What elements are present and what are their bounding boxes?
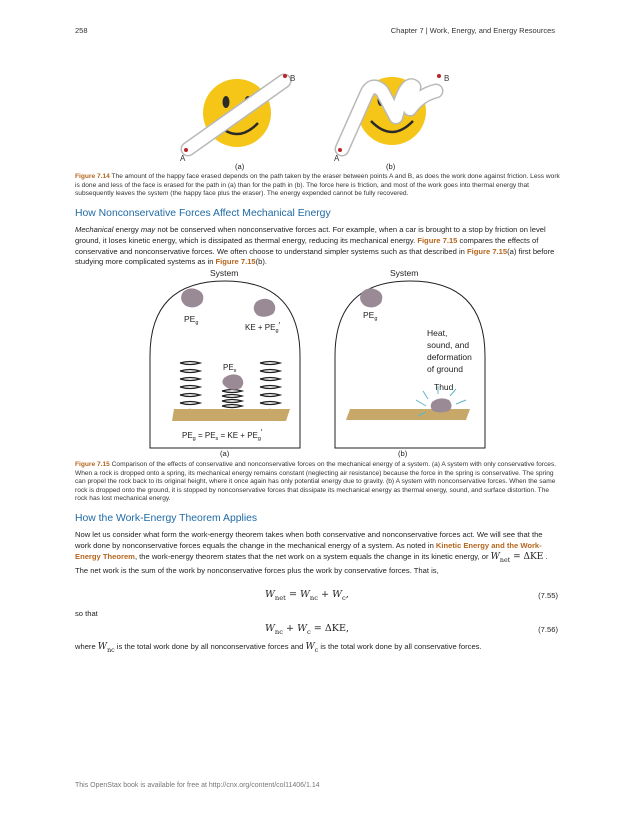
point-b-dot: [437, 74, 441, 78]
para-text: not be conserved when nonconservative forces act. For example, when a car is brought to a stop by friction on level ground, it loses kinetic energy, which is dissipated as thermal energy, reducing its mechanical energy.: [75, 225, 546, 245]
system-a: [150, 268, 300, 448]
figure-7-15-caption: [75, 461, 560, 504]
para-text: . The net work is the sum of the work by nonconservative forces plus the work by conservative forces. That is,: [75, 551, 548, 576]
happy-face-b: [334, 74, 449, 163]
figure-7-15-illustration: [140, 266, 490, 458]
figure-7-14-label-b: (b): [386, 162, 396, 171]
heat-label: Heat,: [427, 328, 448, 338]
figure-7-14-caption-label: Figure 7.14: [75, 173, 110, 180]
section-paragraph-work-energy: [75, 530, 560, 577]
section-heading-nonconservative: How Nonconservative Forces Affect Mechanical Energy: [75, 208, 331, 219]
figure-7-14-caption-text: The amount of the happy face erased depends on the path taken by the eraser between points A and B, as does the work done against friction. Less work is done and less of the face is erased for the path in (a) than for the path in (b). The force here is friction, and most of the work goes into thermal energy that subsequently leaves the system (the happy face plus the eraser). The energy expended cannot be fully recovered.: [75, 173, 560, 198]
para-text: (b).: [255, 257, 268, 267]
figure-7-15-caption-label: Figure 7.15: [75, 461, 110, 468]
so-that-text: so that: [75, 609, 98, 618]
point-b-label: B: [444, 74, 450, 83]
spring-left: [180, 362, 200, 413]
where-paragraph: where $W_{nc}$ is the total work done by all nonconservative forces and $W_c$ is the total work done by all conservative forces.: [75, 642, 482, 654]
system-b: [335, 268, 485, 448]
ground-board-b: [346, 409, 470, 420]
energy-equation: $PE_g = PE_s$ = KE + $PE_g'$: [182, 428, 263, 442]
heat-label: of ground: [427, 364, 463, 374]
pe-g-label: $PE_g$: [184, 314, 199, 326]
rock-top: [181, 288, 203, 307]
heat-label: deformation: [427, 352, 472, 362]
rock-top: [360, 288, 382, 307]
rock-falling: [254, 299, 276, 317]
section-paragraph-nonconservative: [75, 225, 560, 268]
figure-7-14-caption: [75, 173, 560, 199]
para-text: , the work-energy theorem states that the net work on a system equals the change in its kinetic energy, or: [134, 551, 491, 561]
point-a-label: A: [180, 154, 186, 163]
figure-7-15-label-b: (b): [398, 449, 408, 458]
page-number: 258: [75, 26, 88, 35]
system-b-label: System: [390, 268, 419, 278]
para-text: Now let us consider what form the work-energy theorem takes when both conservative and nonconservative forces act. We will see that the work done by nonconservative forces equals the change in the mechanical energy of a system. As noted in: [75, 530, 543, 550]
section-link[interactable]: Kinetic Energy and the Work-Energy Theorem: [75, 540, 542, 561]
inline-equation: $W_{net} = \Delta KE$: [490, 551, 544, 564]
heat-label: sound, and: [427, 340, 470, 350]
spring-right: [260, 362, 280, 413]
happy-face-a: [180, 74, 295, 163]
point-b-dot: [283, 74, 287, 78]
figure-link[interactable]: Figure 7.15: [467, 246, 508, 256]
ke-pe-label: KE + $PE_g'$: [245, 321, 281, 334]
figure-7-15-caption-text: Comparison of the effects of conservative and nonconservative forces on the mechanical energy of a system. (a) A system with only conservative forces. When a rock is dropped onto a spring, its mechanical energy remains constant (neglecting air resistance) because the force in the spring is conservative. The spring can propel the rock back to its original height, where it once again has only potential energy due to gravity. (b) A system with nonconservative forces. When the same rock is dropped onto the ground, it is stopped by nonconservative forces that dissipate its mechanical energy as thermal energy, sound, and surface distortion. The rock has lost mechanical energy.: [75, 461, 557, 503]
para-text: energy: [113, 225, 141, 234]
rock-on-ground: [431, 398, 452, 412]
thud-label: Thud: [434, 382, 454, 392]
point-a-dot: [338, 148, 342, 152]
equation-number-7-56: (7.56): [538, 625, 558, 634]
figure-7-15-label-a: (a): [220, 449, 230, 458]
para-text: (a) first before studying more complicated systems as in: [75, 246, 555, 267]
figure-link[interactable]: Figure 7.15: [417, 235, 458, 245]
ground-board-a: [172, 409, 290, 421]
point-b-label: B: [290, 74, 296, 83]
para-italic: Mechanical: [75, 225, 114, 234]
pe-s-label: $PE_s$: [223, 363, 237, 374]
pe-g-label: $PE_g$: [363, 310, 378, 322]
section-heading-work-energy: How the Work-Energy Theorem Applies: [75, 513, 258, 524]
chapter-header: Chapter 7 | Work, Energy, and Energy Resources: [390, 26, 555, 35]
equation-7-55: $W_{net} = W_{nc} + W_c$,: [265, 589, 349, 602]
figure-7-14-illustration: [170, 65, 470, 170]
para-text: compares the effects of conservative and nonconservative forces. We often choose to understand simpler systems such as that described in: [75, 235, 539, 256]
rock-on-spring: [222, 374, 243, 389]
equation-7-56: $W_{nc} + W_c = \Delta KE$,: [265, 623, 350, 636]
figure-link[interactable]: Figure 7.15: [215, 257, 256, 267]
page-footer: This OpenStax book is available for free at http://cnx.org/content/col11406/1.14: [75, 782, 320, 789]
system-a-label: System: [210, 268, 239, 278]
point-a-dot: [184, 148, 188, 152]
para-italic: may: [140, 225, 156, 234]
equation-number-7-55: (7.55): [538, 591, 558, 600]
point-a-label: A: [334, 154, 340, 163]
figure-7-14-label-a: (a): [235, 162, 245, 171]
